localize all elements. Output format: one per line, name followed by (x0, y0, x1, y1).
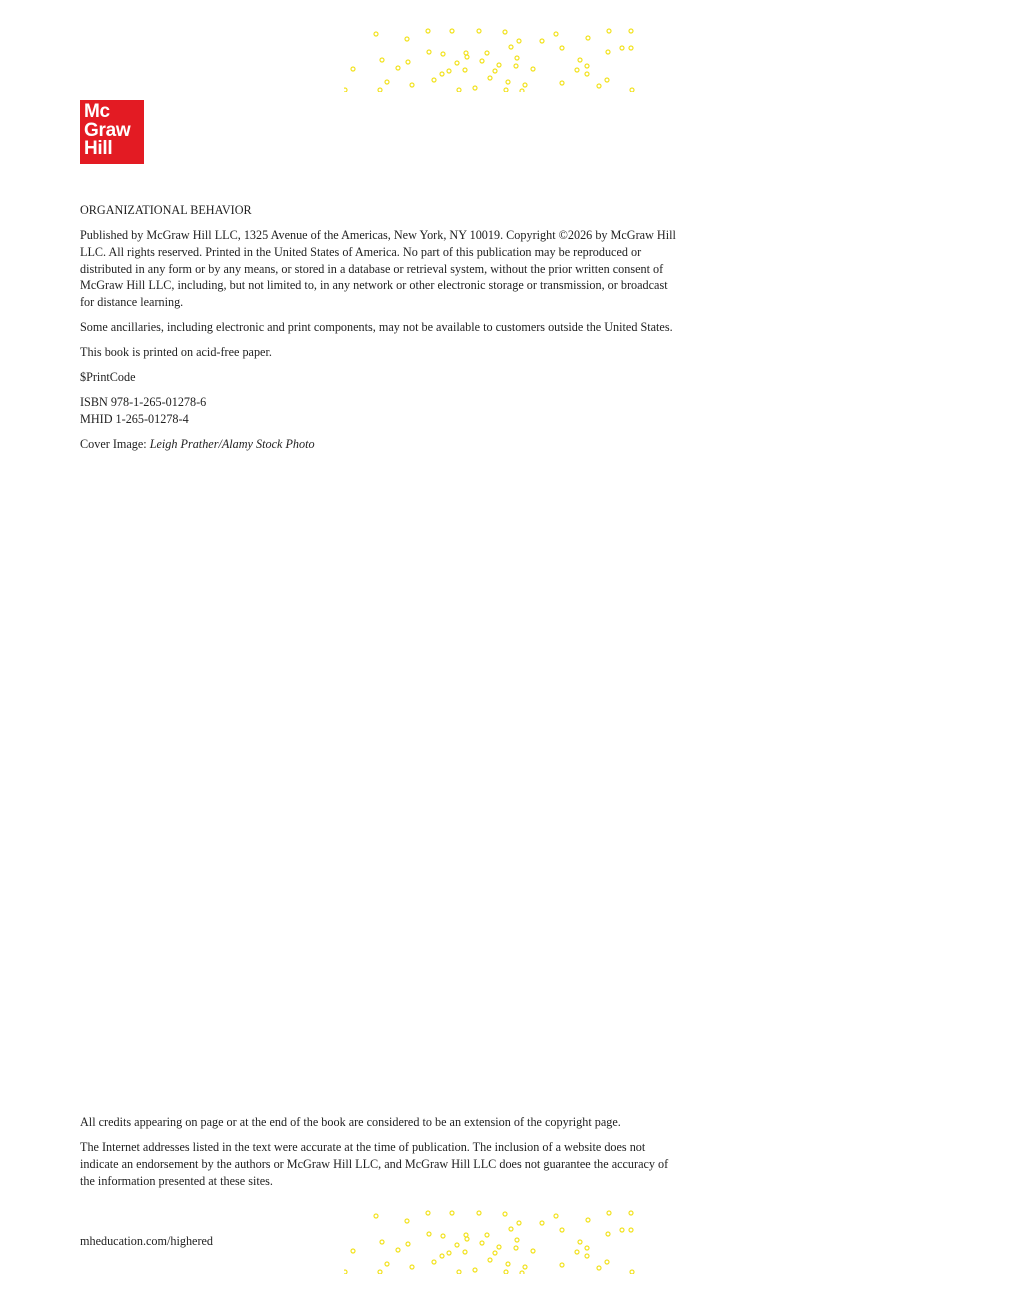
published-paragraph: Published by McGraw Hill LLC, 1325 Avenue of the Americas, New York, NY 10019. Copyright ©2026 by McGraw Hill LLC. All rights reserved. Printed in the United States of America. No part of this publication may be reproduced or distributed in any form or by any means, or stored in a database or retrieval system, without the prior written consent of McGraw Hill LLC, including, but not limited to, in any network or other electronic storage or transmission, or broadcast for distance learning. (80, 227, 676, 310)
decorative-dot (629, 46, 633, 50)
decorative-dot (457, 88, 461, 92)
decorative-dot (405, 37, 409, 41)
decorative-dot (473, 86, 477, 90)
decorative-dot (605, 1260, 609, 1264)
decorative-dot (457, 1270, 461, 1274)
decorative-dot (630, 1270, 634, 1274)
decorative-dot (426, 1211, 430, 1215)
decorative-dot (488, 76, 492, 80)
decorative-dot (447, 1251, 451, 1255)
decorative-dot (575, 1250, 579, 1254)
decorative-dot (344, 88, 347, 92)
cover-image-label: Cover Image: (80, 436, 150, 451)
decorative-dot (426, 29, 430, 33)
decorative-dot (504, 1270, 508, 1274)
decorative-dot (515, 1238, 519, 1242)
decorative-dot (520, 89, 524, 92)
isbn: ISBN 978-1-265-01278-6 (80, 395, 207, 410)
decorative-dot (380, 1240, 384, 1244)
decorative-dot (509, 1227, 513, 1231)
website-url: mheducation.com/highered (80, 1234, 214, 1248)
decorative-dot (575, 68, 579, 72)
decorative-dot (406, 60, 410, 64)
decorative-dot (477, 1211, 481, 1215)
paper-note: This book is printed on acid-free paper. (80, 345, 272, 360)
decorative-dot (578, 58, 582, 62)
decorative-dot (585, 1254, 589, 1258)
decorative-dot (514, 64, 518, 68)
decorative-dot (463, 68, 467, 72)
decorative-dot (560, 46, 564, 50)
decorative-dot (447, 69, 451, 73)
decorative-dot (554, 1214, 558, 1218)
internet-note: The Internet addresses listed in the text were accurate at the time of publication. The inclusion of a website does not indicate an endorsement by the authors or McGraw Hill LLC, and McGraw Hill LLC does not guarantee the accuracy of the information presented at these sites. (80, 1139, 669, 1188)
decorative-dot (560, 81, 564, 85)
decorative-dot (629, 29, 633, 33)
book-title: ORGANIZATIONAL BEHAVIOR (80, 203, 252, 217)
decorative-dot (473, 1268, 477, 1272)
decorative-dot (427, 1232, 431, 1236)
decorative-dot (344, 1270, 347, 1274)
decorative-dot (385, 80, 389, 84)
decorative-dot (503, 30, 507, 34)
decorative-dot (455, 1243, 459, 1247)
decorative-dot-pattern-top (344, 28, 636, 92)
decorative-dot (410, 1265, 414, 1269)
decorative-dot (629, 1228, 633, 1232)
decorative-dot (427, 50, 431, 54)
decorative-dot (480, 1241, 484, 1245)
decorative-dot (440, 72, 444, 76)
decorative-dot (485, 51, 489, 55)
decorative-dot (560, 1228, 564, 1232)
decorative-dot (463, 1250, 467, 1254)
decorative-dot (620, 46, 624, 50)
decorative-dot (493, 1251, 497, 1255)
decorative-dot (506, 1262, 510, 1266)
decorative-dot (385, 1262, 389, 1266)
decorative-dot (465, 55, 469, 59)
decorative-dot (406, 1242, 410, 1246)
logo-line-mc: Mc (84, 101, 110, 122)
decorative-dot (586, 36, 590, 40)
decorative-dot (585, 1246, 589, 1250)
decorative-dot (517, 39, 521, 43)
decorative-dot (480, 59, 484, 63)
decorative-dot (540, 1221, 544, 1225)
decorative-dot (523, 1265, 527, 1269)
decorative-dot (531, 1249, 535, 1253)
decorative-dot (560, 1263, 564, 1267)
decorative-dot (597, 1266, 601, 1270)
identifiers (80, 394, 680, 428)
decorative-dot (597, 84, 601, 88)
logo-line-hill: Hill (84, 138, 113, 159)
ancillaries-paragraph: Some ancillaries, including electronic and print components, may not be available to customers outside the United States. (80, 320, 673, 335)
decorative-dot (515, 56, 519, 60)
decorative-dot (520, 1271, 524, 1274)
copyright-footer (80, 1114, 684, 1198)
cover-image-credit: Leigh Prather/Alamy Stock Photo (149, 436, 315, 451)
logo-line-graw: Graw (84, 119, 131, 141)
decorative-dot (506, 80, 510, 84)
copyright-body (80, 202, 680, 461)
decorative-dot (517, 1221, 521, 1225)
decorative-dot (531, 67, 535, 71)
decorative-dot (578, 1240, 582, 1244)
decorative-dot (450, 29, 454, 33)
decorative-dot (586, 1218, 590, 1222)
decorative-dot (464, 1233, 468, 1237)
decorative-dot (497, 1245, 501, 1249)
decorative-dot (380, 58, 384, 62)
decorative-dot (605, 78, 609, 82)
decorative-dot (607, 1211, 611, 1215)
decorative-dot (396, 66, 400, 70)
mcgraw-hill-logo (80, 100, 144, 164)
decorative-dot (630, 88, 634, 92)
decorative-dot (488, 1258, 492, 1262)
decorative-dot (585, 64, 589, 68)
print-code: $PrintCode (80, 370, 136, 385)
decorative-dot (606, 50, 610, 54)
decorative-dot (485, 1233, 489, 1237)
decorative-dot (504, 88, 508, 92)
decorative-dot (351, 67, 355, 71)
decorative-dot (440, 1254, 444, 1258)
decorative-dot (477, 29, 481, 33)
decorative-dot (374, 1214, 378, 1218)
decorative-dot (523, 83, 527, 87)
decorative-dot (540, 39, 544, 43)
decorative-dot (497, 63, 501, 67)
decorative-dot (514, 1246, 518, 1250)
decorative-dot (410, 83, 414, 87)
decorative-dot (432, 78, 436, 82)
decorative-dot (441, 52, 445, 56)
decorative-dot (465, 1237, 469, 1241)
decorative-dot (396, 1248, 400, 1252)
decorative-dot (441, 1234, 445, 1238)
decorative-dot (503, 1212, 507, 1216)
decorative-dot (585, 72, 589, 76)
decorative-dot (405, 1219, 409, 1223)
decorative-dot-pattern-bottom (344, 1210, 636, 1274)
decorative-dot (607, 29, 611, 33)
cover-image-credit-line (80, 436, 680, 453)
decorative-dot (464, 51, 468, 55)
decorative-dot (629, 1211, 633, 1215)
credits-note: All credits appearing on page or at the end of the book are considered to be an extension of the copyright page. (80, 1115, 621, 1129)
decorative-dot (378, 88, 382, 92)
decorative-dot (374, 32, 378, 36)
decorative-dot (509, 45, 513, 49)
decorative-dot (620, 1228, 624, 1232)
decorative-dot (455, 61, 459, 65)
decorative-dot (378, 1270, 382, 1274)
mhid: MHID 1-265-01278-4 (80, 411, 189, 426)
decorative-dot (606, 1232, 610, 1236)
decorative-dot (351, 1249, 355, 1253)
decorative-dot (554, 32, 558, 36)
decorative-dot (450, 1211, 454, 1215)
decorative-dot (493, 69, 497, 73)
decorative-dot (432, 1260, 436, 1264)
